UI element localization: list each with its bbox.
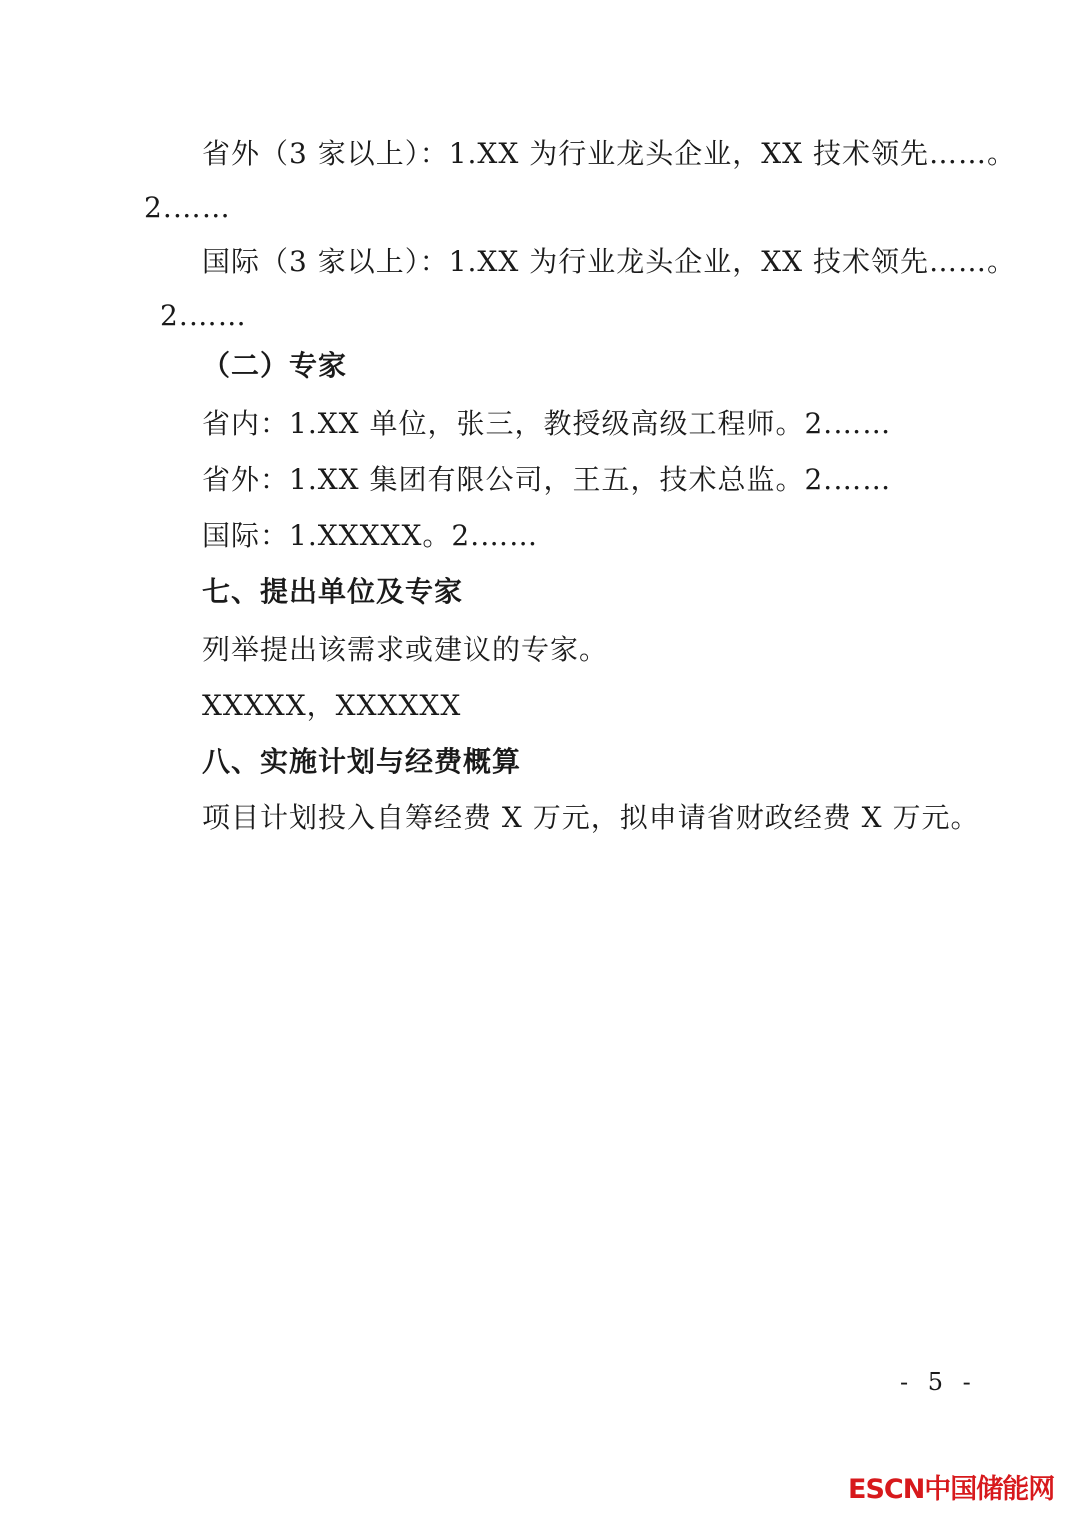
page-number: - 5 - (900, 1368, 977, 1396)
paragraph-line: 省外（3 家以上）：1.XX 为行业龙头企业，XX 技术领先……。 (202, 137, 1016, 170)
paragraph-line: 省内：1.XX 单位，张三，教授级高级工程师。2.…… (202, 407, 892, 440)
section-heading: 七、提出单位及专家 (202, 575, 464, 608)
paragraph-line: 国际（3 家以上）：1.XX 为行业龙头企业，XX 技术领先……。 (202, 245, 1016, 278)
paragraph-line: 列举提出该需求或建议的专家。 (202, 633, 609, 666)
paragraph-line: 项目计划投入自筹经费 X 万元，拟申请省财政经费 X 万元。 (202, 801, 980, 834)
section-heading: 八、实施计划与经费概算 (202, 745, 522, 778)
paragraph-line: 2.…… (144, 191, 231, 224)
paragraph-line: 省外：1.XX 集团有限公司，王五，技术总监。2.…… (202, 463, 892, 496)
paragraph-line: 2.…… (160, 299, 247, 332)
paragraph-line: XXXXX，XXXXXX (202, 689, 462, 722)
section-heading: （二）专家 (202, 349, 348, 382)
escn-watermark-logo: ESCN中国储能网 (848, 1474, 1055, 1505)
paragraph-line: 国际：1.XXXXX。2.…… (202, 519, 539, 552)
